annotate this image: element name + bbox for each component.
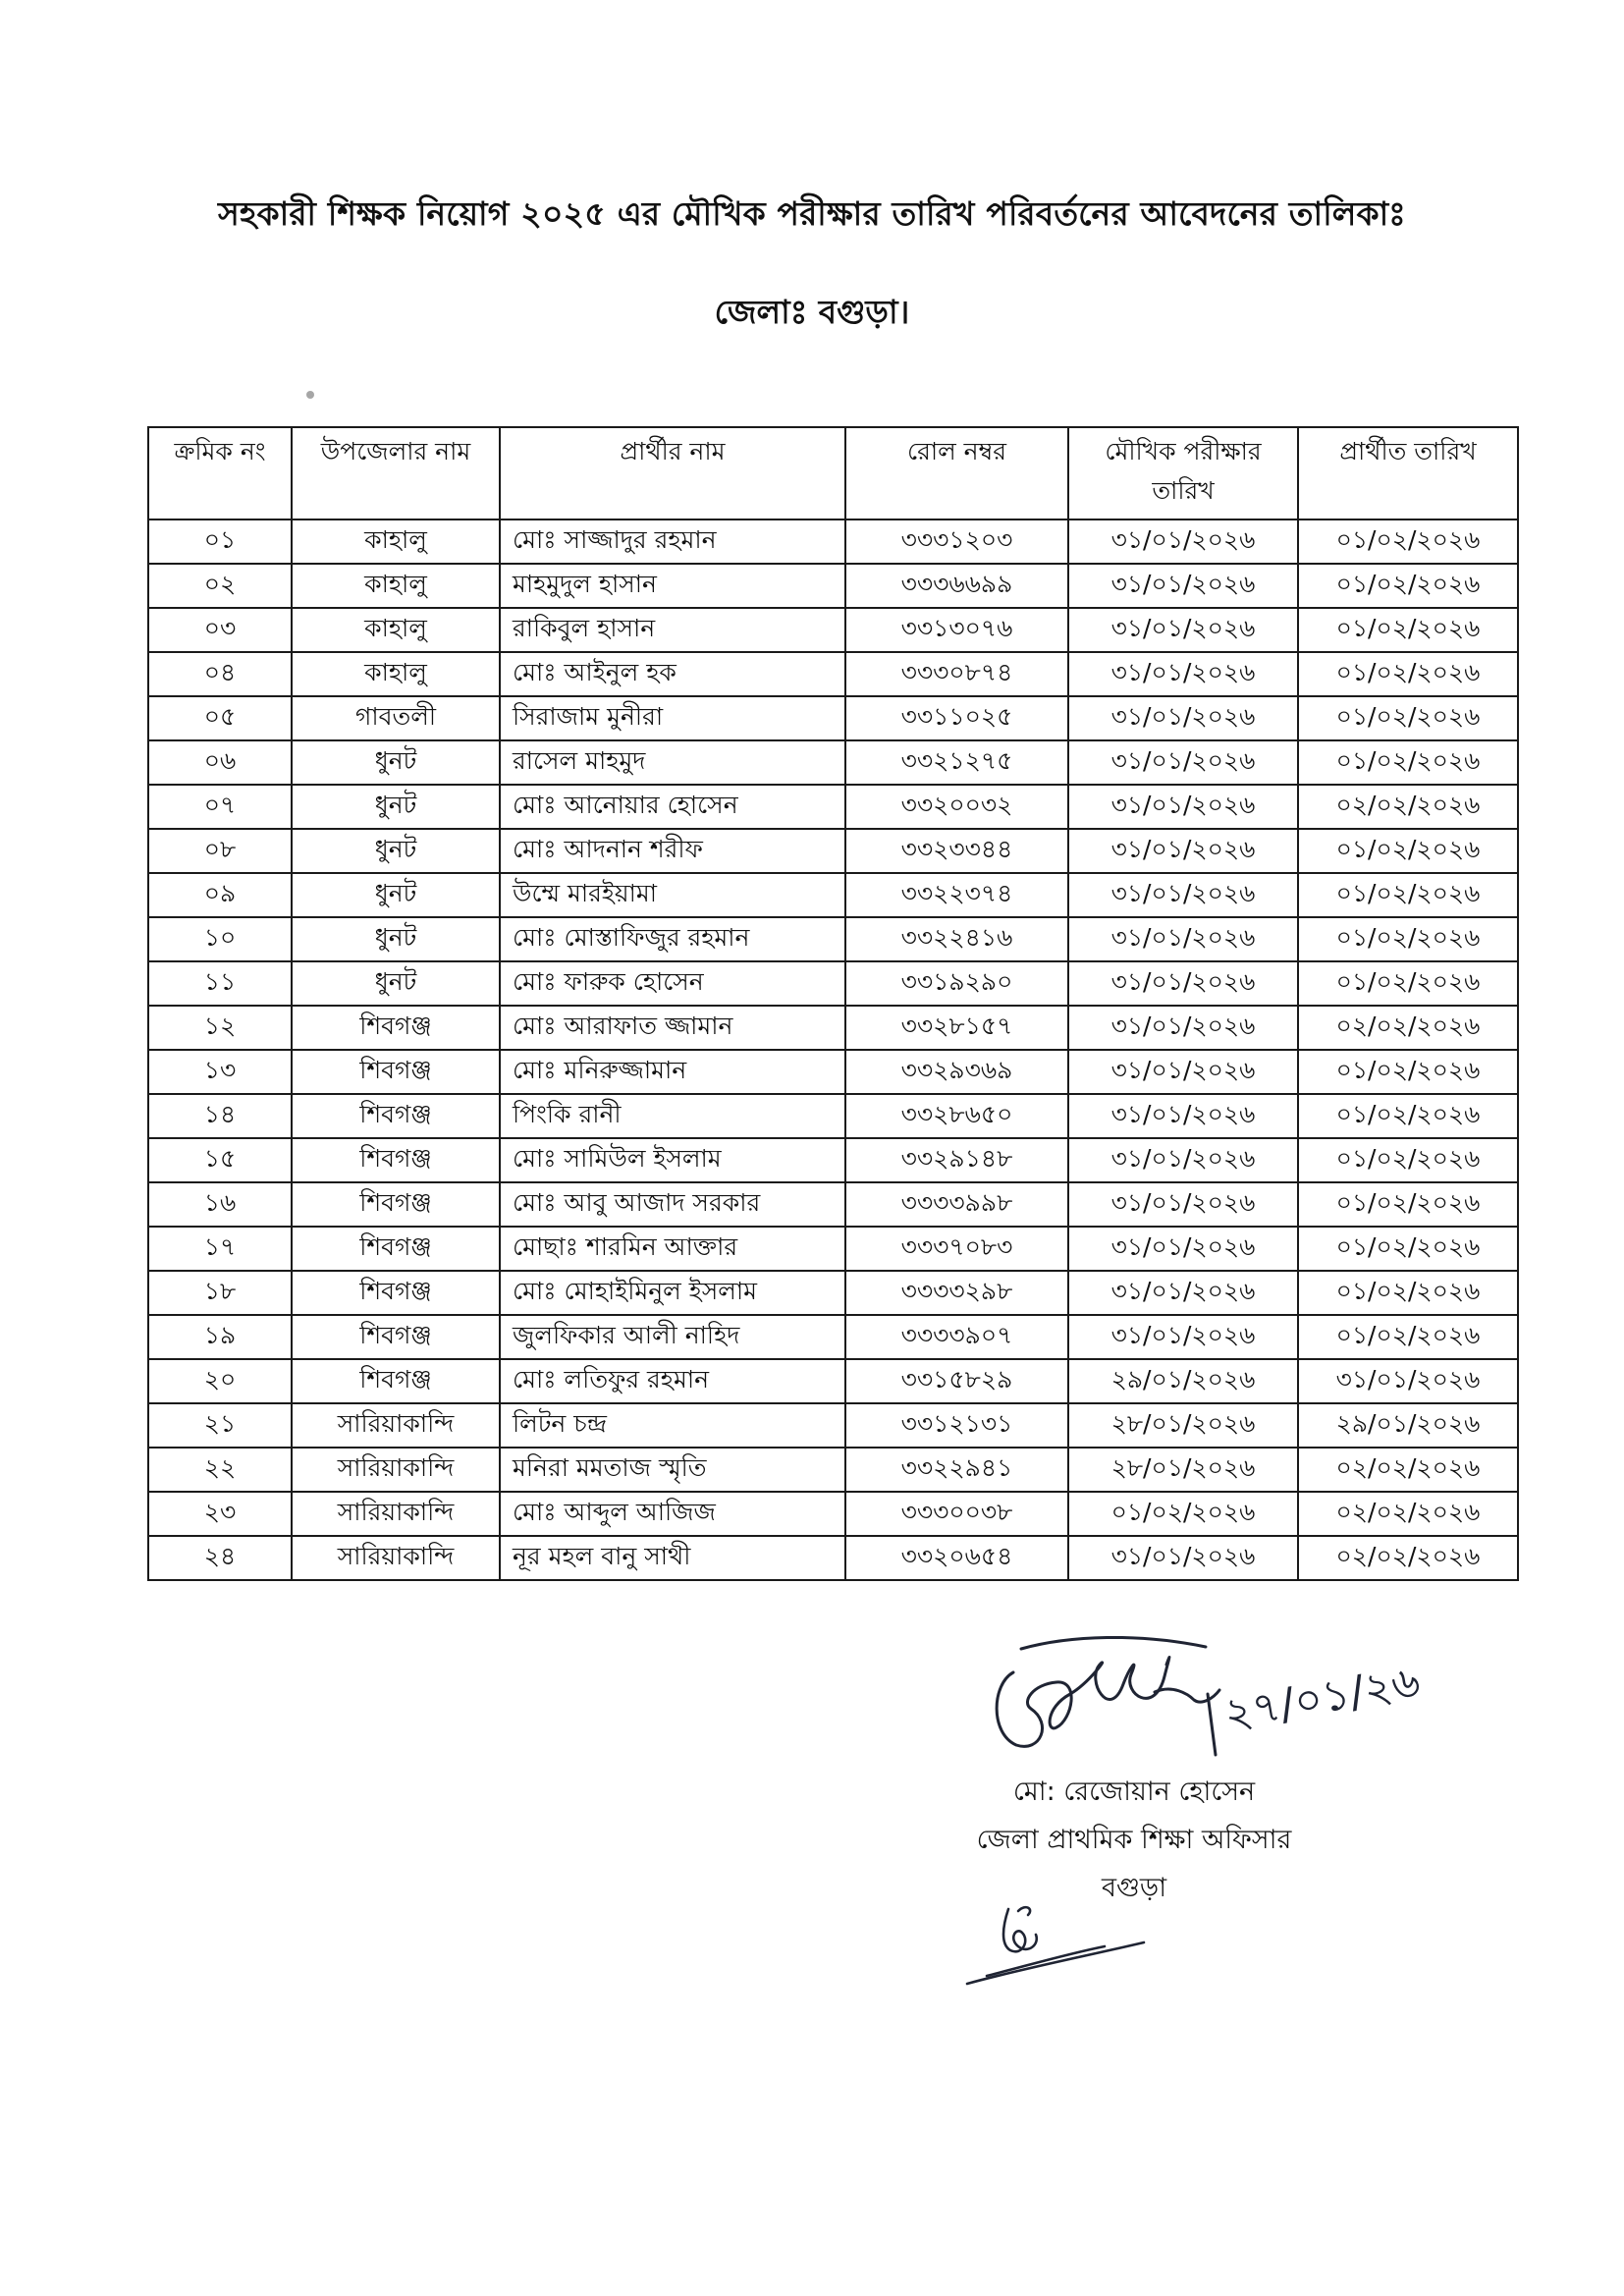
table-row	[148, 608, 1518, 652]
cell-requested-date: ০১/০২/২০২৬	[1298, 1227, 1518, 1271]
table-row	[148, 1094, 1518, 1138]
initial-mark	[957, 1886, 1154, 1994]
cell-candidate-name: মোঃ সামিউল ইসলাম	[500, 1138, 845, 1182]
cell-roll: ৩৩১২১৩১	[845, 1403, 1068, 1448]
table-row	[148, 785, 1518, 829]
cell-candidate-name: মোঃ মোস্তাফিজুর রহমান	[500, 917, 845, 961]
signature-date: ২৭/০১/২৬	[1220, 1656, 1425, 1740]
cell-viva-date: ৩১/০১/২০২৬	[1068, 1182, 1298, 1227]
table-row	[148, 1182, 1518, 1227]
header-serial: ক্রমিক নং	[148, 427, 292, 519]
cell-requested-date: ০১/০২/২০২৬	[1298, 1315, 1518, 1359]
cell-roll: ৩৩৩০৮৭৪	[845, 652, 1068, 696]
table-row	[148, 652, 1518, 696]
cell-viva-date: ৩১/০১/২০২৬	[1068, 1006, 1298, 1050]
cell-requested-date: ০১/০২/২০২৬	[1298, 740, 1518, 785]
cell-roll: ৩৩২৮১৫৭	[845, 1006, 1068, 1050]
cell-viva-date: ২৮/০১/২০২৬	[1068, 1448, 1298, 1492]
cell-roll: ৩৩৩৩২৯৮	[845, 1271, 1068, 1315]
cell-upazila: সারিয়াকান্দি	[292, 1448, 500, 1492]
handwritten-signature	[962, 1625, 1512, 1763]
cell-viva-date: ৩১/০১/২০২৬	[1068, 1094, 1298, 1138]
table-row	[148, 1492, 1518, 1536]
table-row	[148, 873, 1518, 917]
cell-requested-date: ০১/০২/২০২৬	[1298, 961, 1518, 1006]
cell-viva-date: ২৮/০১/২০২৬	[1068, 1403, 1298, 1448]
cell-candidate-name: মোঃ মোহাইমিনুল ইসলাম	[500, 1271, 845, 1315]
cell-requested-date: ০১/০২/২০২৬	[1298, 652, 1518, 696]
cell-serial: ০৬	[148, 740, 292, 785]
cell-upazila: কাহালু	[292, 564, 500, 608]
cell-requested-date: ০১/০২/২০২৬	[1298, 1271, 1518, 1315]
cell-roll: ৩৩২০০৩২	[845, 785, 1068, 829]
district-line: জেলাঃ বগুড়া।	[714, 293, 910, 331]
cell-candidate-name: মোঃ মনিরুজ্জামান	[500, 1050, 845, 1094]
cell-serial: ১৮	[148, 1271, 292, 1315]
cell-viva-date: ৩১/০১/২০২৬	[1068, 1138, 1298, 1182]
table-row	[148, 1448, 1518, 1492]
cell-candidate-name: মোঃ লতিফুর রহমান	[500, 1359, 845, 1403]
cell-upazila: কাহালু	[292, 519, 500, 564]
cell-requested-date: ০১/০২/২০২৬	[1298, 564, 1518, 608]
cell-candidate-name: মোঃ আব্দুল আজিজ	[500, 1492, 845, 1536]
cell-requested-date: ০২/০২/২০২৬	[1298, 785, 1518, 829]
cell-roll: ৩৩২১২৭৫	[845, 740, 1068, 785]
cell-candidate-name: মাহমুদুল হাসান	[500, 564, 845, 608]
officer-title: জেলা প্রাথমিক শিক্ষা অফিসার	[976, 1825, 1292, 1855]
cell-serial: ০৪	[148, 652, 292, 696]
table-row	[148, 696, 1518, 740]
cell-requested-date: ০২/০২/২০২৬	[1298, 1536, 1518, 1580]
cell-candidate-name: মনিরা মমতাজ স্মৃতি	[500, 1448, 845, 1492]
cell-candidate-name: মোঃ সাজ্জাদুর রহমান	[500, 519, 845, 564]
cell-serial: ১৫	[148, 1138, 292, 1182]
cell-viva-date: ০১/০২/২০২৬	[1068, 1492, 1298, 1536]
cell-serial: ১৪	[148, 1094, 292, 1138]
cell-candidate-name: উম্মে মারইয়ামা	[500, 873, 845, 917]
cell-viva-date: ৩১/০১/২০২৬	[1068, 829, 1298, 873]
table-row	[148, 961, 1518, 1006]
header-viva-date: মৌখিক পরীক্ষার তারিখ	[1068, 427, 1298, 519]
cell-serial: ১৯	[148, 1315, 292, 1359]
cell-serial: ২৪	[148, 1536, 292, 1580]
cell-requested-date: ০১/০২/২০২৬	[1298, 608, 1518, 652]
cell-serial: ০৩	[148, 608, 292, 652]
cell-roll: ৩৩২২৪১৬	[845, 917, 1068, 961]
header-requested-date: প্রার্থীত তারিখ	[1298, 427, 1518, 519]
cell-upazila: শিবগঞ্জ	[292, 1315, 500, 1359]
cell-upazila: ধুনট	[292, 829, 500, 873]
cell-requested-date: ০১/০২/২০২৬	[1298, 696, 1518, 740]
cell-viva-date: ৩১/০১/২০২৬	[1068, 1227, 1298, 1271]
cell-candidate-name: মোঃ আবু আজাদ সরকার	[500, 1182, 845, 1227]
table-row	[148, 740, 1518, 785]
cell-serial: ১৭	[148, 1227, 292, 1271]
initial-drawing	[957, 1886, 1154, 1994]
cell-roll: ৩৩১১০২৫	[845, 696, 1068, 740]
cell-requested-date: ০১/০২/২০২৬	[1298, 873, 1518, 917]
cell-serial: ০৯	[148, 873, 292, 917]
table-row	[148, 1403, 1518, 1448]
cell-candidate-name: মোঃ আদনান শরীফ	[500, 829, 845, 873]
cell-upazila: শিবগঞ্জ	[292, 1271, 500, 1315]
cell-requested-date: ০২/০২/২০২৬	[1298, 1006, 1518, 1050]
cell-upazila: সারিয়াকান্দি	[292, 1492, 500, 1536]
cell-roll: ৩৩২৯৩৬৯	[845, 1050, 1068, 1094]
paper-speck	[306, 391, 314, 399]
cell-candidate-name: নূর মহল বানু সাথী	[500, 1536, 845, 1580]
cell-candidate-name: জুলফিকার আলী নাহিদ	[500, 1315, 845, 1359]
table-row	[148, 519, 1518, 564]
cell-serial: ০২	[148, 564, 292, 608]
cell-upazila: ধুনট	[292, 961, 500, 1006]
cell-serial: ১২	[148, 1006, 292, 1050]
cell-viva-date: ৩১/০১/২০২৬	[1068, 785, 1298, 829]
cell-serial: ২২	[148, 1448, 292, 1492]
cell-viva-date: ৩১/০১/২০২৬	[1068, 740, 1298, 785]
cell-upazila: ধুনট	[292, 917, 500, 961]
cell-upazila: ধুনট	[292, 740, 500, 785]
cell-serial: ১১	[148, 961, 292, 1006]
table-row	[148, 917, 1518, 961]
table-row	[148, 564, 1518, 608]
table-row	[148, 1536, 1518, 1580]
cell-viva-date: ৩১/০১/২০২৬	[1068, 696, 1298, 740]
cell-candidate-name: লিটন চন্দ্র	[500, 1403, 845, 1448]
cell-candidate-name: মোঃ আইনুল হক	[500, 652, 845, 696]
cell-serial: ০৫	[148, 696, 292, 740]
table-row	[148, 1227, 1518, 1271]
cell-roll: ৩৩১৫৮২৯	[845, 1359, 1068, 1403]
cell-candidate-name: রাসেল মাহমুদ	[500, 740, 845, 785]
cell-roll: ৩৩৩৩৯৯৮	[845, 1182, 1068, 1227]
cell-viva-date: ৩১/০১/২০২৬	[1068, 1315, 1298, 1359]
cell-upazila: শিবগঞ্জ	[292, 1359, 500, 1403]
table-row	[148, 1315, 1518, 1359]
cell-roll: ৩৩৩৭০৮৩	[845, 1227, 1068, 1271]
cell-requested-date: ০১/০২/২০২৬	[1298, 519, 1518, 564]
signature-drawing	[962, 1625, 1512, 1763]
cell-roll: ৩৩২৯১৪৮	[845, 1138, 1068, 1182]
cell-requested-date: ০১/০২/২০২৬	[1298, 1182, 1518, 1227]
header-roll: রোল নম্বর	[845, 427, 1068, 519]
cell-candidate-name: মোঃ আরাফাত জ্জামান	[500, 1006, 845, 1050]
cell-requested-date: ০১/০২/২০২৬	[1298, 829, 1518, 873]
cell-upazila: কাহালু	[292, 652, 500, 696]
cell-roll: ৩৩১৯২৯০	[845, 961, 1068, 1006]
cell-requested-date: ২৯/০১/২০২৬	[1298, 1403, 1518, 1448]
table-row	[148, 1271, 1518, 1315]
cell-serial: ২১	[148, 1403, 292, 1448]
cell-upazila: শিবগঞ্জ	[292, 1006, 500, 1050]
cell-viva-date: ৩১/০১/২০২৬	[1068, 608, 1298, 652]
cell-roll: ৩৩৩৩৯০৭	[845, 1315, 1068, 1359]
cell-upazila: ধুনট	[292, 785, 500, 829]
cell-upazila: শিবগঞ্জ	[292, 1182, 500, 1227]
table-row	[148, 1006, 1518, 1050]
cell-viva-date: ৩১/০১/২০২৬	[1068, 961, 1298, 1006]
cell-serial: ২০	[148, 1359, 292, 1403]
cell-viva-date: ৩১/০১/২০২৬	[1068, 652, 1298, 696]
cell-upazila: গাবতলী	[292, 696, 500, 740]
cell-serial: ১৬	[148, 1182, 292, 1227]
officer-name: মো: রেজোয়ান হোসেন	[1012, 1777, 1256, 1807]
table-row	[148, 829, 1518, 873]
cell-viva-date: ৩১/০১/২০২৬	[1068, 564, 1298, 608]
cell-upazila: শিবগঞ্জ	[292, 1094, 500, 1138]
cell-candidate-name: মোঃ ফারুক হোসেন	[500, 961, 845, 1006]
table-row	[148, 1138, 1518, 1182]
cell-upazila: শিবগঞ্জ	[292, 1138, 500, 1182]
cell-candidate-name: পিংকি রানী	[500, 1094, 845, 1138]
header-candidate: প্রার্থীর নাম	[500, 427, 845, 519]
cell-upazila: শিবগঞ্জ	[292, 1227, 500, 1271]
office-location: বগুড়া	[1101, 1873, 1167, 1903]
cell-candidate-name: সিরাজাম মুনীরা	[500, 696, 845, 740]
cell-roll: ৩৩২০৬৫৪	[845, 1536, 1068, 1580]
cell-candidate-name: রাকিবুল হাসান	[500, 608, 845, 652]
cell-roll: ৩৩১৩০৭৬	[845, 608, 1068, 652]
page-title: সহকারী শিক্ষক নিয়োগ ২০২৫ এর মৌখিক পরীক্ষার তারিখ পরিবর্তনের আবেদনের তালিকাঃ	[218, 194, 1406, 233]
cell-viva-date: ৩১/০১/২০২৬	[1068, 519, 1298, 564]
table-row	[148, 1359, 1518, 1403]
cell-upazila: শিবগঞ্জ	[292, 1050, 500, 1094]
cell-serial: ২৩	[148, 1492, 292, 1536]
cell-requested-date: ০১/০২/২০২৬	[1298, 1050, 1518, 1094]
cell-roll: ৩৩৩১২০৩	[845, 519, 1068, 564]
cell-upazila: সারিয়াকান্দি	[292, 1403, 500, 1448]
cell-serial: ১৩	[148, 1050, 292, 1094]
cell-upazila: সারিয়াকান্দি	[292, 1536, 500, 1580]
cell-roll: ৩৩২৩৩৪৪	[845, 829, 1068, 873]
cell-requested-date: ০১/০২/২০২৬	[1298, 1094, 1518, 1138]
cell-candidate-name: মোঃ আনোয়ার হোসেন	[500, 785, 845, 829]
cell-roll: ৩৩২২৯৪১	[845, 1448, 1068, 1492]
cell-serial: ০৭	[148, 785, 292, 829]
cell-requested-date: ৩১/০১/২০২৬	[1298, 1359, 1518, 1403]
cell-requested-date: ০১/০২/২০২৬	[1298, 1138, 1518, 1182]
cell-requested-date: ০২/০২/২০২৬	[1298, 1492, 1518, 1536]
table-header-row	[148, 427, 1518, 519]
cell-viva-date: ৩১/০১/২০২৬	[1068, 873, 1298, 917]
cell-roll: ৩৩৩০০৩৮	[845, 1492, 1068, 1536]
cell-serial: ০৮	[148, 829, 292, 873]
header-upazila: উপজেলার নাম	[292, 427, 500, 519]
cell-requested-date: ০২/০২/২০২৬	[1298, 1448, 1518, 1492]
cell-viva-date: ৩১/০১/২০২৬	[1068, 917, 1298, 961]
cell-viva-date: ৩১/০১/২০২৬	[1068, 1536, 1298, 1580]
cell-serial: ০১	[148, 519, 292, 564]
applications-table	[147, 426, 1519, 1581]
cell-viva-date: ৩১/০১/২০২৬	[1068, 1050, 1298, 1094]
cell-roll: ৩৩৩৬৬৯৯	[845, 564, 1068, 608]
cell-upazila: কাহালু	[292, 608, 500, 652]
cell-candidate-name: মোছাঃ শারমিন আক্তার	[500, 1227, 845, 1271]
cell-roll: ৩৩২২৩৭৪	[845, 873, 1068, 917]
cell-serial: ১০	[148, 917, 292, 961]
table-row	[148, 1050, 1518, 1094]
cell-viva-date: ২৯/০১/২০২৬	[1068, 1359, 1298, 1403]
cell-requested-date: ০১/০২/২০২৬	[1298, 917, 1518, 961]
cell-upazila: ধুনট	[292, 873, 500, 917]
cell-viva-date: ৩১/০১/২০২৬	[1068, 1271, 1298, 1315]
cell-roll: ৩৩২৮৬৫০	[845, 1094, 1068, 1138]
